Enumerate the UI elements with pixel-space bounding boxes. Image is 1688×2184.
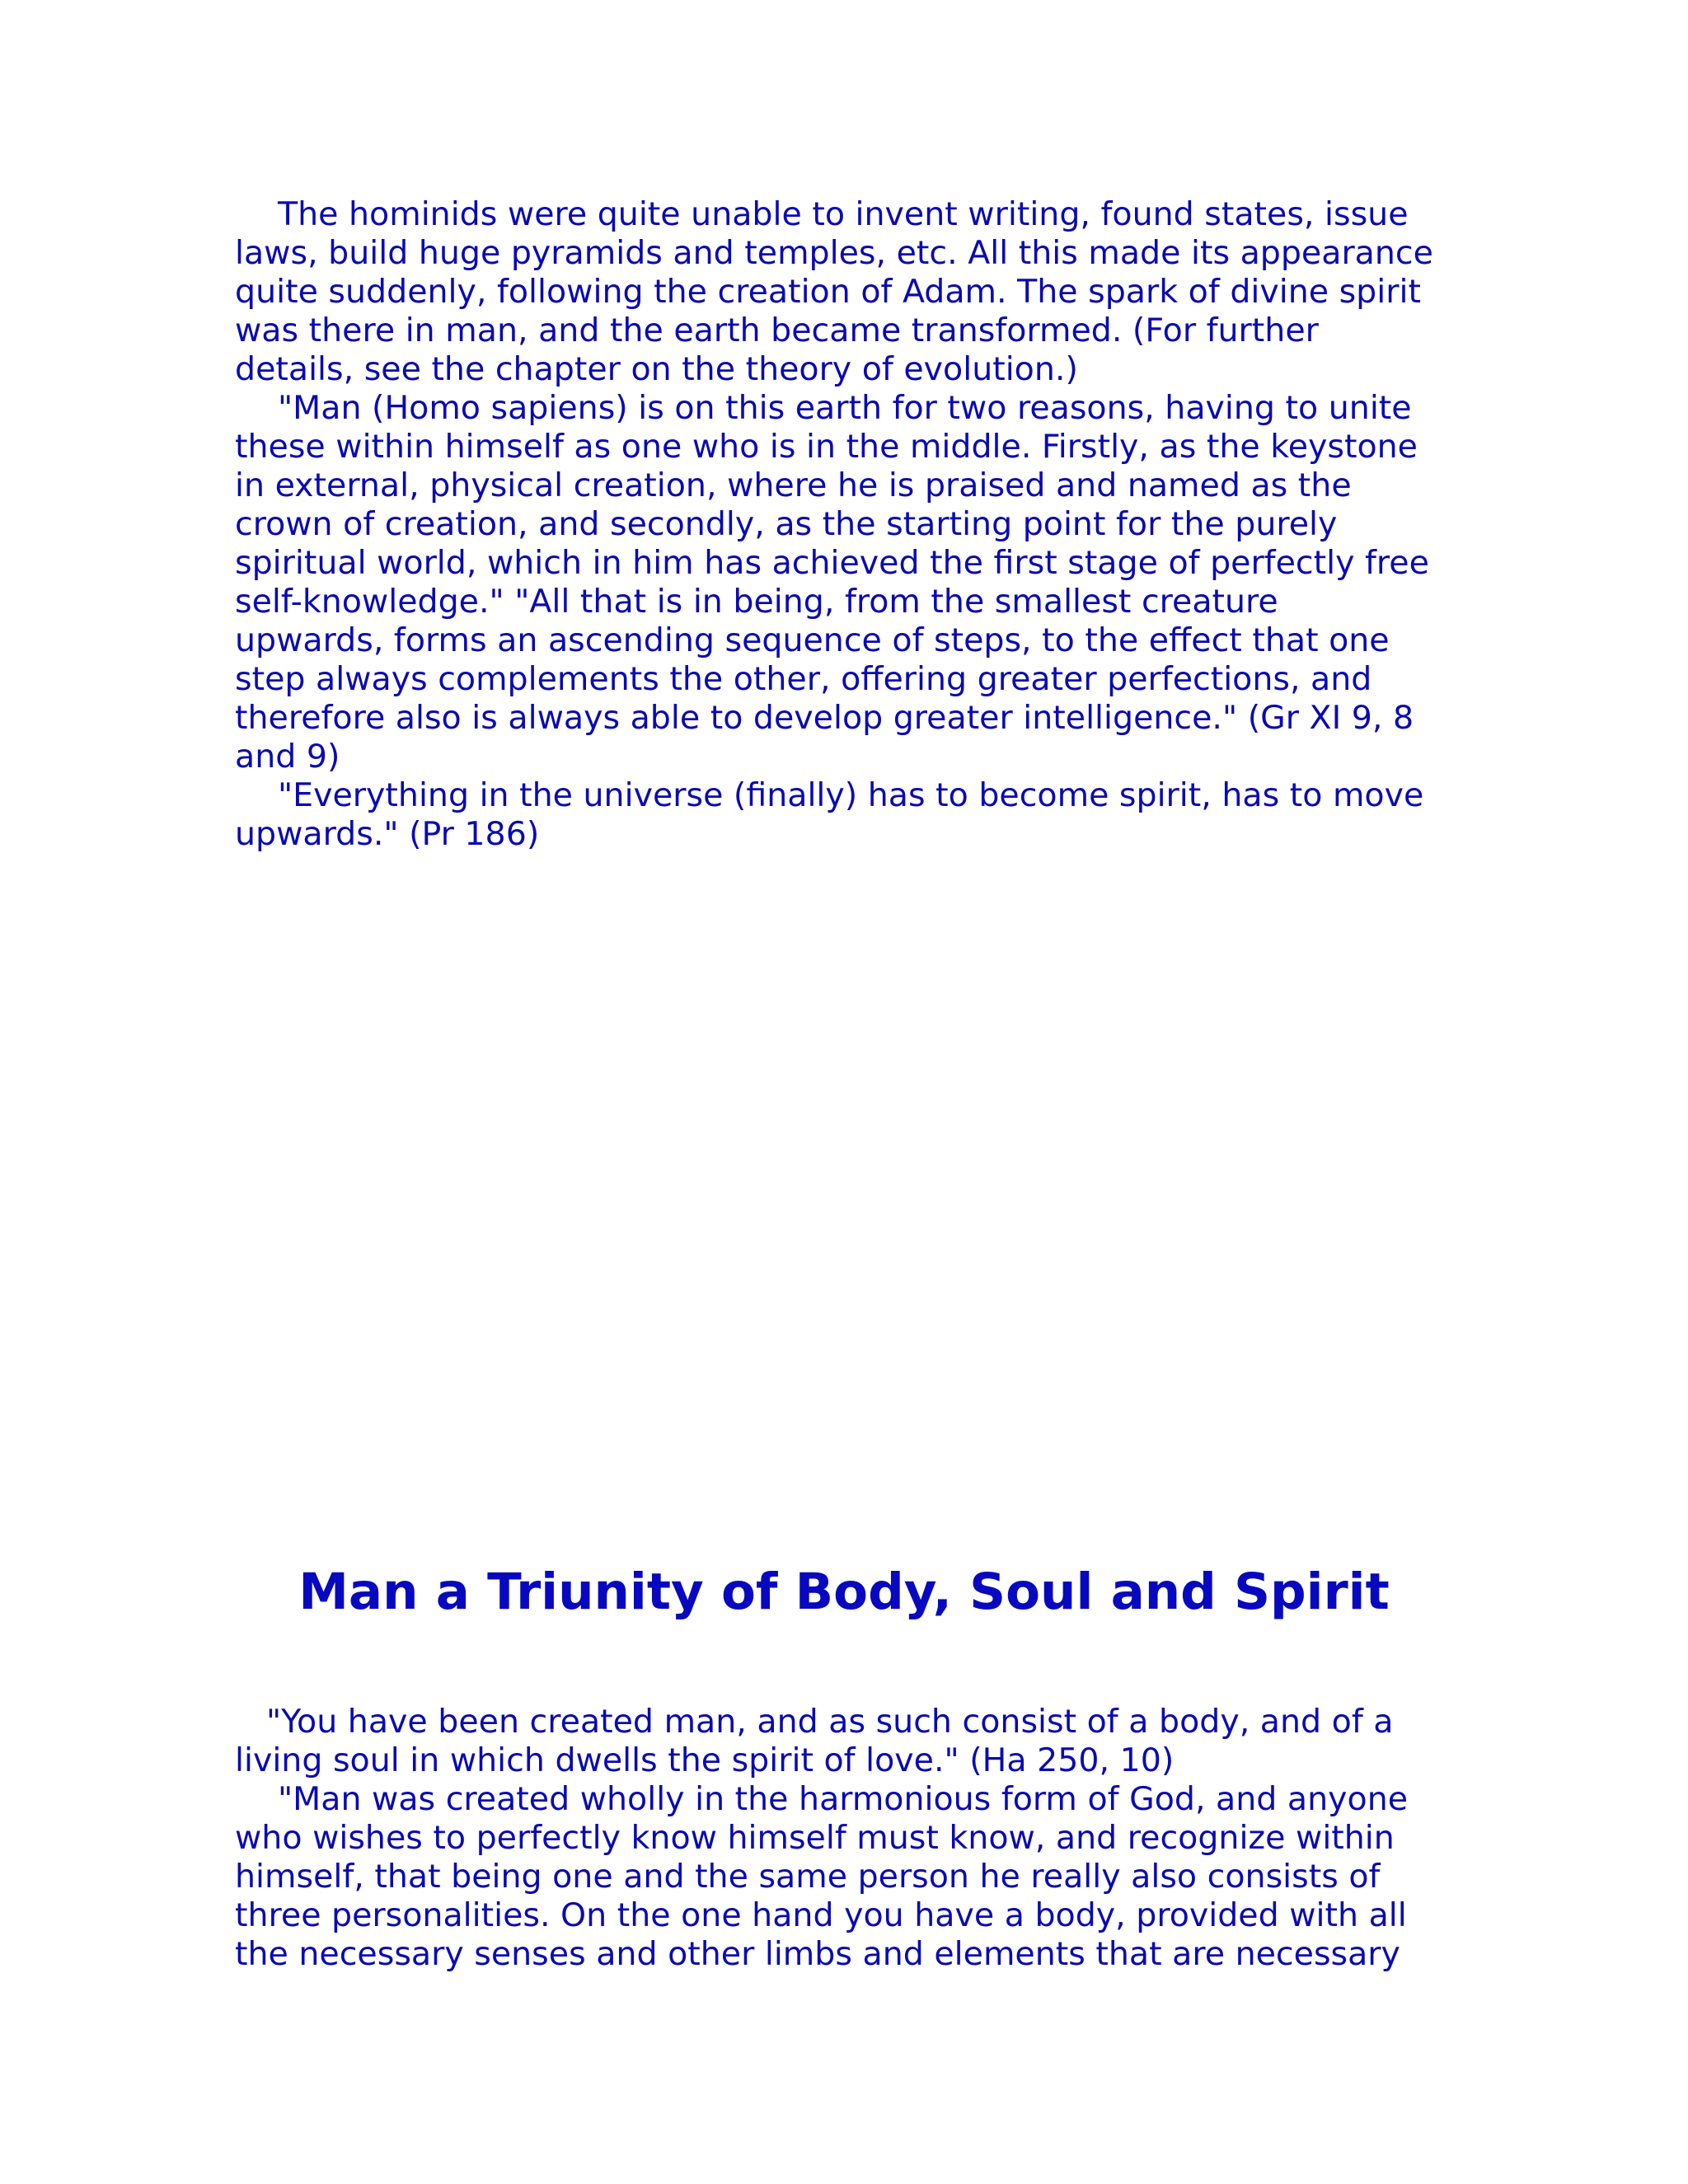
text-line: who wishes to perfectly know himself must know, and recognize within bbox=[235, 1819, 1395, 1857]
text-line: The hominids were quite unable to invent writing, found states, issue bbox=[278, 195, 1409, 233]
text-line: "Man was created wholly in the harmonious form of God, and anyone bbox=[278, 1780, 1409, 1818]
text-line: laws, build huge pyramids and temples, etc. All this made its appearance bbox=[235, 234, 1433, 272]
text-line: self-knowledge." "All that is in being, from the smallest creature bbox=[235, 583, 1278, 621]
body-text-section-2 bbox=[235, 1703, 1488, 1974]
text-line: spiritual world, which in him has achieved the first stage of perfectly free bbox=[235, 544, 1429, 582]
body-text-section-1 bbox=[235, 195, 1488, 854]
text-line: step always complements the other, offering greater perfections, and bbox=[235, 660, 1372, 698]
text-line: three personalities. On the one hand you have a body, provided with all bbox=[235, 1896, 1407, 1934]
text-line: living soul in which dwells the spirit of love." (Ha 250, 10) bbox=[235, 1741, 1175, 1779]
text-line: "You have been created man, and as such consist of a body, and of a bbox=[266, 1703, 1394, 1741]
text-line: "Man (Homo sapiens) is on this earth for two reasons, having to unite bbox=[278, 389, 1412, 427]
text-line: "Everything in the universe (finally) has to become spirit, has to move bbox=[278, 776, 1424, 814]
text-line: quite suddenly, following the creation of Adam. The spark of divine spirit bbox=[235, 273, 1421, 311]
text-line: therefore also is always able to develop greater intelligence." (Gr XI 9, 8 bbox=[235, 699, 1414, 737]
text-line: upwards." (Pr 186) bbox=[235, 815, 540, 853]
text-line: was there in man, and the earth became transformed. (For further bbox=[235, 312, 1319, 349]
text-line: and 9) bbox=[235, 738, 340, 776]
text-line: details, see the chapter on the theory of evolution.) bbox=[235, 350, 1078, 388]
chapter-title: Man a Triunity of Body, Soul and Spirit bbox=[298, 1563, 1390, 1621]
text-line: the necessary senses and other limbs and elements that are necessary bbox=[235, 1935, 1400, 1973]
text-line: upwards, forms an ascending sequence of steps, to the effect that one bbox=[235, 621, 1390, 659]
text-line: in external, physical creation, where he is praised and named as the bbox=[235, 466, 1352, 504]
text-line: crown of creation, and secondly, as the starting point for the purely bbox=[235, 505, 1338, 543]
text-line: these within himself as one who is in the middle. Firstly, as the keystone bbox=[235, 428, 1418, 466]
text-line: himself, that being one and the same person he really also consists of bbox=[235, 1858, 1381, 1896]
